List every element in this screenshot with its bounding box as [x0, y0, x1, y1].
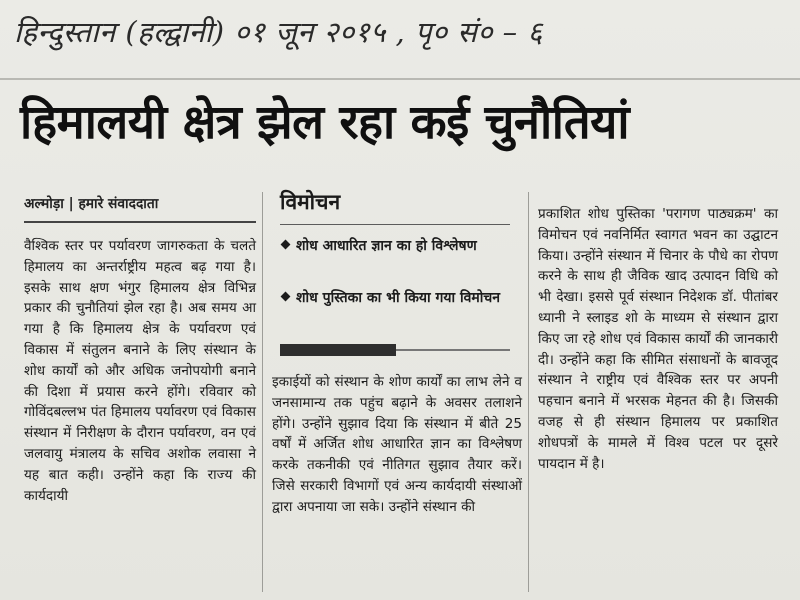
top-divider: [0, 78, 800, 80]
column-divider-2: [528, 192, 529, 592]
sidebar-bottom-band: [280, 344, 510, 356]
band-solid: [280, 344, 396, 356]
bullet-text: शोध पुस्तिका का भी किया गया विमोचन: [296, 290, 501, 306]
sidebar-title: विमोचन: [280, 190, 341, 214]
sidebar-title-rule: [280, 224, 510, 225]
column-2-text: इकाईयों को संस्थान के शोण कार्यों का लाभ लेने व जनसामान्य तक पहुंच बढ़ाने के अवसर तलाशने होंगे। उन्होंने सुझाव दिया कि संस्थान में बीते 25 वर्षों में अर्जित शोध आधारित ज्ञान का विश्लेषण करके तकनीकी एवं नीतिगत सुझाव तैयार करें। जिसे सरकारी विभागों एवं अन्य कार्यदायी संस्थाओं द्वारा अपनाया जा सके। उन्होंने संस्थान की: [272, 374, 522, 515]
handwritten-source-note: हिन्दुस्तान (हल्द्वानी) ०१ जून २०१५ , पृ० सं० – ६: [14, 15, 543, 49]
bullet-text: शोध आधारित ज्ञान का हो विश्लेषण: [296, 238, 477, 254]
band-line: [396, 349, 510, 351]
bullet-icon: [281, 240, 291, 250]
article-column-2: [272, 372, 522, 518]
bullet-icon: [281, 292, 291, 302]
column-divider-1: [262, 192, 263, 592]
article-column-3: [538, 204, 778, 474]
sidebar-bullet: [282, 288, 502, 309]
headline: हिमालयी क्षेत्र झेल रहा कई चुनौतियां: [20, 95, 630, 150]
column-3-text: प्रकाशित शोध पुस्तिका 'परागण पाठ्यक्रम' का विमोचन एवं नवनिर्मित स्वागत भवन का उद्घाटन किया। उन्होंने संस्थान में चिनार के पौधे का रोपण करने के साथ ही जैविक खाद उत्पादन विधि को भी देखा। इससे पूर्व संस्थान निदेशक डॉ. पीतांबर ध्यानी ने स्लाइड शो के माध्यम से संस्थान द्वारा किए जा रहे शोध एवं विकास कार्यों की जानकारी दी। उन्होंने कहा कि सीमित संसाधनों के बावजूद संस्थान ने राष्ट्रीय एवं वैश्विक स्तर पर अपनी पहचान बनाने में भरसक मेहनत की है। जिसकी वजह से ही संस्थान हिमालय पर प्रकाशित शोधपत्रों के मामले में विश्व पटल पर दूसरे पायदान में है।: [538, 206, 778, 472]
column-1-text: वैश्विक स्तर पर पर्यावरण जागरुकता के चलते हिमालय का अन्तर्राष्ट्रीय महत्व बढ़ गया है। इसके साथ क्षण भंगुर हिमालय क्षेत्र विभिन्न प्रकार की चुनौतियां झेल रहा है। अब समय आ गया है कि हिमालय क्षेत्र के पर्यावरण एवं विकास में संतुलन बनाने के लिए संस्थान के शोध कार्यों को और अधिक जनोपयोगी बनाने की दिशा में प्रयास करने होंगे। रविवार को गोविंदबल्लभ पंत हिमालय पर्यावरण एवं विकास संस्थान में निरीक्षण के दौरान पर्यावरण, वन एवं जलवायु मंत्रालय के सचिव अशोक लवासा ने यह बात कही। उन्होंने कहा कि राज्य की कार्यदायी: [24, 238, 256, 504]
byline: अल्मोड़ा | हमारे संवाददाता: [24, 196, 159, 212]
article-column-1: [24, 236, 256, 506]
sidebar-bullet: [282, 236, 502, 257]
byline-divider: [24, 221, 256, 223]
